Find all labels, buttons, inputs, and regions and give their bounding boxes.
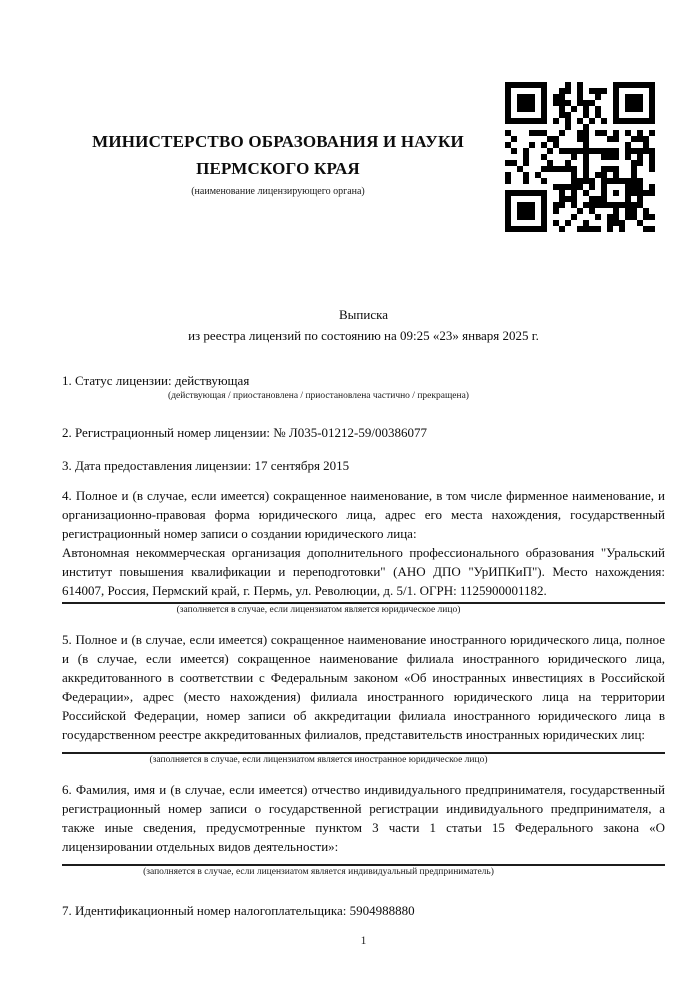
document-title-line2: из реестра лицензий по состоянию на 09:25 «23» января 2025 г. — [188, 328, 539, 343]
license-status-options-caption: (действующая / приостановлена / приостановлена частично / прекращена) — [168, 391, 469, 401]
page-number: 1 — [360, 935, 367, 947]
licensing-authority-caption: (наименование лицензирующего органа) — [191, 186, 365, 197]
entrepreneur-caption: (заполняется в случае, если лицензиатом является индивидуальный предприниматель) — [143, 867, 494, 877]
legal-entity-caption: (заполняется в случае, если лицензиатом является юридическое лицо) — [176, 605, 461, 615]
item-entrepreneur-info — [62, 780, 665, 879]
item-license-status — [62, 371, 665, 403]
foreign-entity-blank-line — [62, 744, 665, 754]
item-legal-entity-info — [62, 486, 665, 617]
document-title — [62, 304, 665, 346]
item-grant-date: 3. Дата предоставления лицензии: 17 сентября 2015 — [62, 458, 350, 473]
licensing-authority-name-line2: ПЕРМСКОГО КРАЯ — [196, 159, 360, 178]
qr-code-container — [505, 78, 657, 238]
foreign-entity-intro: 5. Полное и (в случае, если имеется) сокращенное наименование иностранного юридического лица, полное и (в случае, если имеется) сокращенное наименование филиала иностранного юридического лица, аккредитованного в соответствии с Федеральным законом «Об иностранных инвестициях в Российской Федерации», адрес (место нахождения) филиала иностранного юридического лица на территории Российской Федерации, номер записи об аккредитации филиала иностранного юридического лица в государственном реестре аккредитованных филиалов, представительств иностранных юридических лиц: — [62, 632, 665, 742]
foreign-entity-caption: (заполняется в случае, если лицензиатом является иностранное юридическое лицо) — [149, 755, 488, 765]
legal-entity-value: Автономная некоммерческая организация дополнительного профессионального образования "Уральский институт повышения квалификации и переподготовки" (АНО ДПО "УрИПКиП"). Место нахождения: 614007, Россия, Пермский край, г. Пермь, ул. Революции, д. 5/1. ОГРН: 1125900001182. — [62, 543, 665, 604]
document-content — [0, 304, 700, 948]
qr-code-icon — [505, 82, 655, 232]
entrepreneur-blank-line — [62, 856, 665, 866]
licensing-authority-block — [62, 78, 494, 198]
licensing-authority-name — [62, 128, 494, 182]
item-foreign-entity-info — [62, 630, 665, 767]
item-registration-number: 2. Регистрационный номер лицензии: № Л035-01212-59/00386077 — [62, 425, 428, 440]
licensing-authority-name-line1: МИНИСТЕРСТВО ОБРАЗОВАНИЯ И НАУКИ — [92, 132, 464, 151]
item-taxpayer-number: 7. Идентификационный номер налогоплательщика: 5904988880 — [62, 903, 415, 918]
document-header — [0, 0, 700, 238]
document-title-line1: Выписка — [339, 307, 388, 322]
legal-entity-intro: 4. Полное и (в случае, если имеется) сокращенное наименование, в том числе фирменное наименование, и организационно-правовая форма юридического лица, адрес его места нахождения, государственный регистрационный номер записи о создании юридического лица: — [62, 488, 665, 541]
entrepreneur-intro: 6. Фамилия, имя и (в случае, если имеется) отчество индивидуального предпринимателя, государственный регистрационный номер записи о государственной регистрации индивидуального предпринимателя, а также иные сведения, предусмотренные пунктом 3 части 1 статьи 15 Федерального закона «О лицензировании отдельных видов деятельности»: — [62, 782, 665, 854]
license-status-text: 1. Статус лицензии: действующая — [62, 373, 250, 388]
